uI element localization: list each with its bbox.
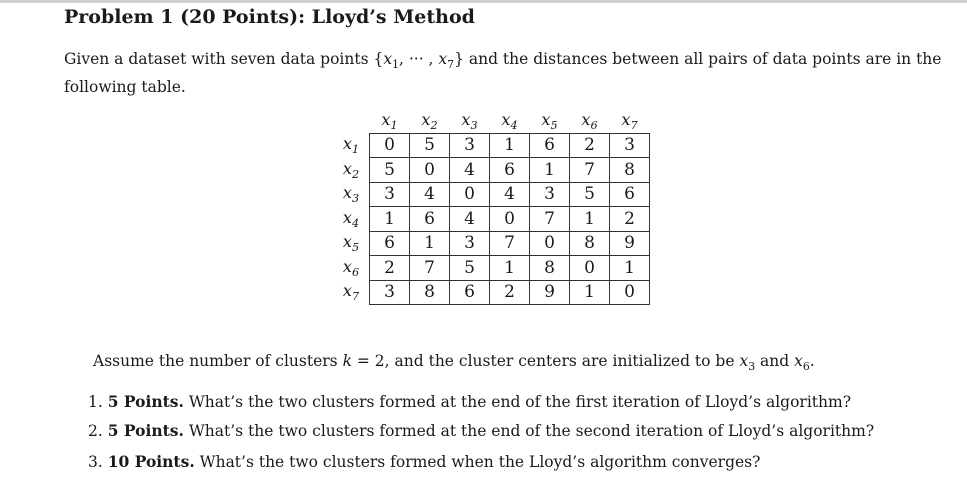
table-row: [333, 133, 650, 158]
table-row: [333, 158, 650, 183]
table-cell: 5: [370, 158, 410, 183]
table-row: [333, 256, 650, 281]
table-cell: 4: [490, 182, 530, 207]
row-header: $x_4$: [342, 207, 360, 230]
row-header: $x_2$: [342, 158, 360, 181]
table-cell: 1: [490, 133, 530, 158]
table-cell: 0: [410, 158, 450, 183]
column-header: $x_4$: [501, 109, 518, 132]
table-cell: 3: [450, 231, 490, 256]
table-cell: 4: [450, 207, 490, 232]
table-cell: 6: [490, 158, 530, 183]
table-row: [333, 182, 650, 207]
table-cell: 1: [530, 158, 570, 183]
table-cell: 8: [410, 280, 450, 305]
table-cell: 9: [610, 231, 650, 256]
table-cell: 3: [450, 133, 490, 158]
table-row: [333, 280, 650, 305]
distance-table: [333, 109, 650, 305]
table-cell: 8: [570, 231, 610, 256]
question-1: 1. 5 Points. What’s the two clusters formed at the end of the first iteration of Lloyd’s algorithm?: [88, 392, 852, 411]
table-cell: 6: [610, 182, 650, 207]
table-cell: 1: [610, 256, 650, 281]
table-cell: 3: [610, 133, 650, 158]
table-cell: 0: [490, 207, 530, 232]
table-cell: 9: [530, 280, 570, 305]
table-cell: 2: [490, 280, 530, 305]
table-cell: 7: [490, 231, 530, 256]
top-border: [0, 0, 967, 3]
column-header: $x_2$: [421, 109, 438, 132]
column-header: $x_1$: [381, 109, 398, 132]
problem-title: Problem 1 (20 Points): Lloyd’s Method: [64, 6, 475, 28]
table-cell: 3: [530, 182, 570, 207]
column-header: $x_6$: [581, 109, 598, 132]
table-cell: 6: [410, 207, 450, 232]
table-cell: 7: [410, 256, 450, 281]
table-cell: 1: [570, 207, 610, 232]
table-cell: 6: [370, 231, 410, 256]
table-cell: 5: [410, 133, 450, 158]
question-3: 3. 10 Points. What’s the two clusters formed when the Lloyd’s algorithm converges?: [88, 452, 761, 471]
table-cell: 0: [450, 182, 490, 207]
column-header: $x_3$: [461, 109, 478, 132]
table-cell: 8: [530, 256, 570, 281]
table-cell: 5: [570, 182, 610, 207]
table-cell: 8: [610, 158, 650, 183]
table-row: [333, 231, 650, 256]
column-header: $x_5$: [541, 109, 558, 132]
row-header: $x_6$: [342, 256, 360, 279]
table-cell: 3: [370, 280, 410, 305]
question-2: 2. 5 Points. What’s the two clusters formed at the end of the second iteration of Lloyd’s algorithm?: [88, 421, 875, 440]
table-cell: 3: [370, 182, 410, 207]
table-cell: 1: [370, 207, 410, 232]
table-cell: 0: [570, 256, 610, 281]
table-cell: 0: [610, 280, 650, 305]
table-cell: 1: [410, 231, 450, 256]
assumption-text: Assume the number of clusters k = 2, and the cluster centers are initialized to be $x_3$ and $x_6$.: [93, 352, 815, 374]
intro-paragraph: Given a dataset with seven data points {$x_1$, ··· , $x_7$} and the distances between all pairs of data points are in the following table.: [64, 50, 942, 97]
table-corner: [333, 109, 370, 133]
row-header: $x_3$: [342, 183, 360, 206]
table-cell: 5: [450, 256, 490, 281]
table-cell: 7: [570, 158, 610, 183]
table-cell: 2: [610, 207, 650, 232]
table-cell: 2: [570, 133, 610, 158]
row-header: $x_7$: [342, 281, 360, 304]
table-cell: 1: [490, 256, 530, 281]
table-cell: 6: [530, 133, 570, 158]
table-cell: 4: [410, 182, 450, 207]
row-header: $x_5$: [342, 232, 360, 255]
row-header: $x_1$: [342, 134, 360, 157]
table-cell: 1: [570, 280, 610, 305]
table-row: [333, 207, 650, 232]
column-header: $x_7$: [621, 109, 638, 132]
table-cell: 6: [450, 280, 490, 305]
table-header-row: [333, 109, 650, 133]
table-cell: 0: [530, 231, 570, 256]
table-cell: 4: [450, 158, 490, 183]
table-body: [333, 133, 650, 305]
table-cell: 2: [370, 256, 410, 281]
table-cell: 7: [530, 207, 570, 232]
table-cell: 0: [370, 133, 410, 158]
